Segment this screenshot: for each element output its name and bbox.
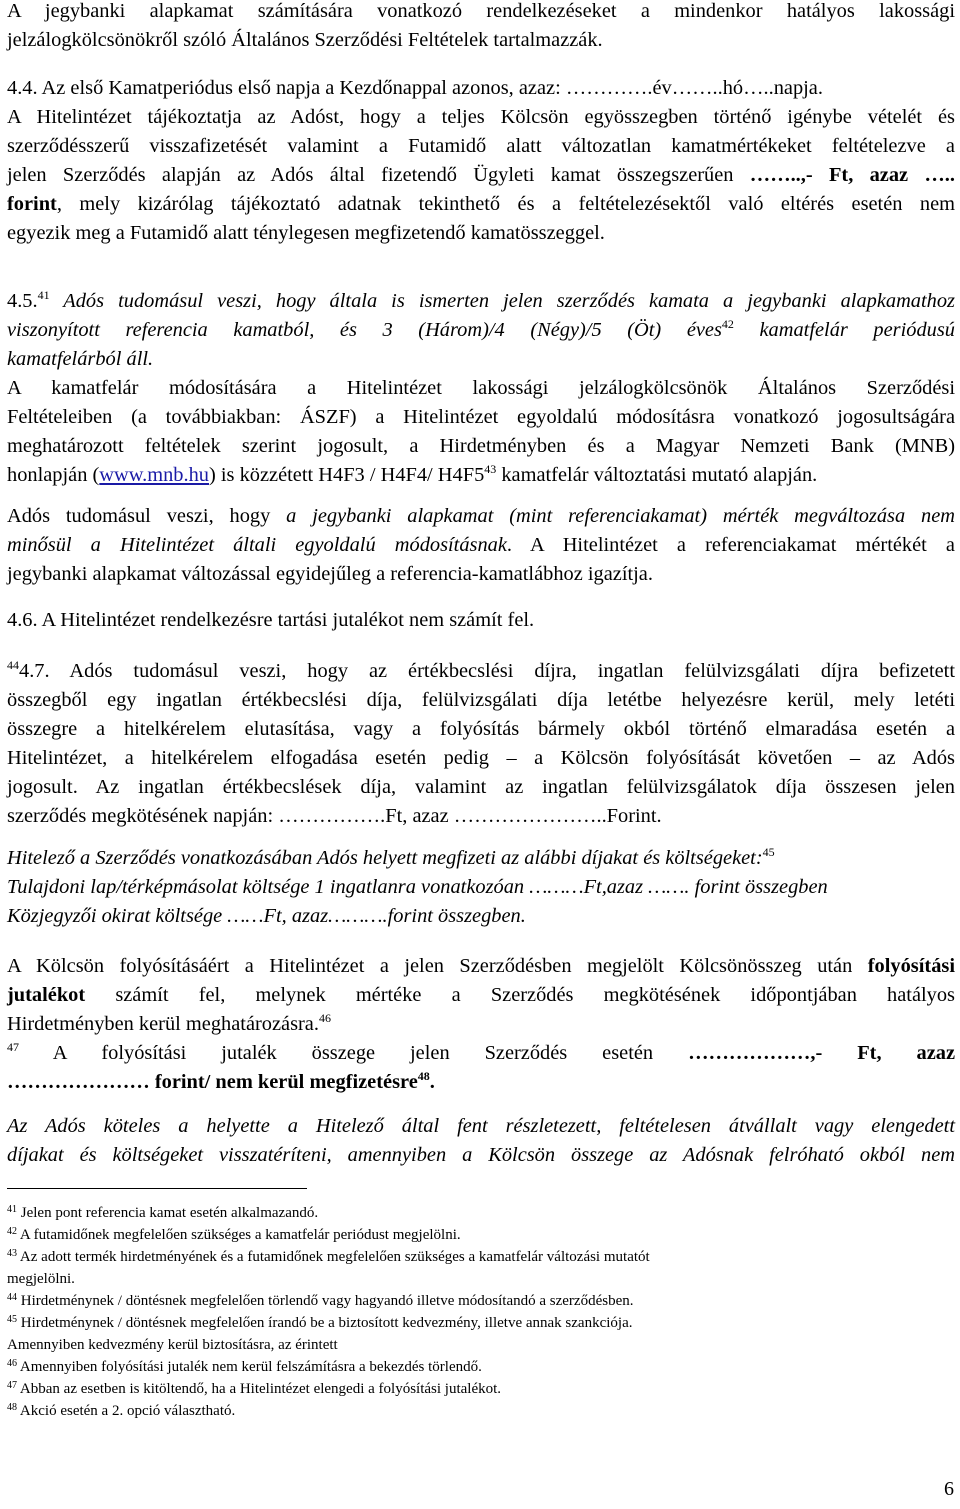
jut-line-4a: A folyósítási jutalék összege jelen Szerződés esetén: [19, 1042, 689, 1064]
s45-p2-line-2: Feltételeiben (a továbbiakban: ÁSZF) a Hitelintézet egyoldalú módosításra vonatkozó jogosultságára: [7, 406, 955, 428]
jut-line-3-text: Hirdetményben kerül meghatározásra.: [7, 1013, 319, 1035]
last-line-1-text: Az Adós köteles a helyette a Hitelező által fent részletezett, feltételesen átvállalt vagy elengedett: [7, 1115, 955, 1137]
section-4-7: [7, 657, 955, 831]
footnote-text: Hirdetménynek / döntésnek megfelelően törlendő vagy hagyandó illetve módosítandó a szerződésben.: [17, 1293, 634, 1309]
last-line-2-text: díjakat és költségeket visszatéríteni, amennyiben a Kölcsön összege az Adósnak felróható okból nem: [7, 1144, 955, 1166]
footnote-ref-43: 43: [484, 462, 497, 476]
s47-line-1: [7, 657, 955, 686]
section-4-6: [7, 606, 955, 635]
intro-line-1: A jegybanki alapkamat számítására vonatkozó rendelkezéseket a mindenkor hatályos lakossági: [7, 0, 955, 22]
s45-line-3: [7, 345, 955, 374]
last-line-2: [7, 1141, 955, 1170]
fees-line-3: [7, 902, 955, 931]
footnote-text: Amennyiben folyósítási jutalék nem kerül felszámításra a bekezdés törlendő.: [17, 1359, 482, 1375]
footnote-ref-47: 47: [7, 1040, 19, 1054]
fees-line-3-text: Közjegyzői okirat költsége ……Ft, azaz……….forint összegben.: [7, 905, 526, 927]
ref-line-1b: a jegybanki alapkamat (mint referenciakamat) mérték megváltozása nem: [286, 505, 955, 527]
footnote-text: Abban az esetben is kitöltendő, ha a Hitelintézet elengedi a folyósítási jutalékot.: [17, 1381, 502, 1397]
ref-line-3: jegybanki alapkamat változással egyidejűleg a referencia-kamatlábhoz igazítja.: [7, 563, 653, 585]
footnote-separator: [7, 1188, 307, 1189]
intro-line-2: jelzálogkölcsönökről szóló Általános Szerződési Feltételek tartalmazzák.: [7, 29, 603, 51]
ref-line-1: [7, 502, 955, 531]
footnote-text: A futamidőnek megfelelően szükséges a kamatfelár periódust megjelölni.: [17, 1227, 461, 1243]
s45-p2-line-4c: kamatfelár változtatási mutató alapján.: [496, 464, 818, 486]
footnote-ref-41: 41: [37, 288, 50, 302]
footnote-text: Az adott termék hirdetményének és a futamidőnek megfelelően szükséges a kamatfelár változási mutatót: [17, 1249, 650, 1265]
footnote-text: megjelölni.: [7, 1271, 75, 1287]
page-number: 6: [944, 1478, 954, 1500]
footnote: [7, 1312, 955, 1334]
s45-line-3-text: kamatfelárból áll.: [7, 348, 154, 370]
s45-number: 4.5.: [7, 290, 38, 312]
jut-line-5: [7, 1068, 955, 1097]
jut-line-1: [7, 952, 955, 981]
footnote-number: 41: [7, 1204, 17, 1215]
footnote-number: 43: [7, 1248, 17, 1259]
footnote: [7, 1246, 955, 1268]
fees-line-2: [7, 873, 955, 902]
s44-line-3a: jelen Szerződés alapján az Adós által fizetendő Ügyleti kamat összegszerűen: [7, 164, 734, 186]
jut-line-5-end: .: [429, 1071, 435, 1093]
footnote: [7, 1224, 955, 1246]
section-4-4: [7, 74, 955, 103]
jut-line-1a: A Kölcsön folyósításáért a Hitelintézet a jelen Szerződésben megjelölt Kölcsönösszeg után: [7, 955, 868, 977]
footnote-number: 45: [7, 1314, 17, 1325]
s44-line-1: 4.4. Az első Kamatperiódus első napja a Kezdőnappal azonos, azaz: ………….év……..hó…..napja.: [7, 77, 823, 99]
s44-line-3: [7, 161, 955, 190]
jut-line-3: [7, 1010, 955, 1039]
reference-rate-paragraph: [7, 502, 955, 589]
footnote-number: 44: [7, 1292, 17, 1303]
s45-p2-line-4a: honlapján (: [7, 464, 100, 486]
s44-amount: ……..,- Ft, azaz …..: [749, 164, 955, 186]
footnote-ref-44: 44: [7, 658, 19, 672]
mnb-link[interactable]: www.mnb.hu: [99, 464, 209, 486]
fees-paragraph: [7, 844, 955, 931]
s47-line-3: összegre a hitelkérelem elutasítása, vagy a folyósítás bármely okból történő elmaradása esetén a: [7, 718, 955, 740]
footnote-ref-42: 42: [721, 317, 734, 331]
s45-line-1-text: Adós tudomásul veszi, hogy általa is ismerten jelen szerződés kamata a jegybanki alapkamathoz: [49, 290, 955, 312]
s45-p2-line-3: meghatározott feltételek szerint jogosult, a Hirdetményben és a Magyar Nemzeti Bank (MNB): [7, 435, 955, 457]
fees-line-1-text: Hitelező a Szerződés vonatkozásában Adós helyett megfizeti az alábbi díjakat és költségeket:: [7, 847, 763, 869]
footnotes: [7, 1202, 955, 1422]
jut-line-5-text: ………………… forint/ nem kerül megfizetésre: [7, 1071, 418, 1093]
s44-forint: forint: [7, 193, 57, 215]
s47-line-6: szerződés megkötésének napján: …………….Ft, azaz …………………..Forint.: [7, 805, 662, 827]
s45-p2-line-4: [7, 461, 955, 490]
footnote: [7, 1290, 955, 1312]
last-line-1: [7, 1112, 955, 1141]
footnote: [7, 1268, 955, 1290]
ref-line-2a: minősül a Hitelintézet általi egyoldalú módosításnak: [7, 534, 507, 556]
footnote-text: Amennyiben kedvezmény kerül biztosításra, az érintett: [7, 1337, 338, 1353]
s44-line-4b: , mely kizárólag tájékoztató adatnak tekinthető és a feltételezésektől való eltérés esetén nem: [56, 193, 955, 215]
footnote-ref-46: 46: [318, 1011, 331, 1025]
ref-line-2: [7, 531, 955, 560]
footnote-number: 48: [7, 1402, 17, 1413]
fees-line-2-text: Tulajdoni lap/térképmásolat költsége 1 ingatlanra vonatkozóan ………Ft,azaz ……. forint összegben: [7, 876, 828, 898]
jut-line-2b: számít fel, melynek mértéke a Szerződés megkötésének időpontjában hatályos: [85, 984, 955, 1006]
s47-line-5: jogosult. Az ingatlan értékbecslések díja, valamint az ingatlan felülvizsgálatok díja összesen jelen: [7, 776, 955, 798]
intro-paragraph: [7, 0, 955, 55]
footnote-number: 42: [7, 1226, 17, 1237]
jut-line-2: [7, 981, 955, 1010]
ref-line-2b: . A Hitelintézet a referenciakamat mértékét a: [506, 534, 955, 556]
jut-line-1b: folyósítási: [867, 955, 955, 977]
footnote: [7, 1378, 955, 1400]
footnote: [7, 1202, 955, 1224]
s44-line-2: szerződésszerű visszafizetését valamint a Futamidő alatt változatlan kamatmértékeket feltételezve a: [7, 135, 955, 157]
section-4-4-body: [7, 103, 955, 248]
s45-line-2b: kamatfelár periódusú: [733, 319, 955, 341]
footnote: [7, 1356, 955, 1378]
ref-line-1a: Adós tudomásul veszi, hogy: [7, 505, 287, 527]
footnote-text: Hirdetménynek / döntésnek megfelelően írandó be a biztosított kedvezmény, illetve annak szankciója.: [17, 1315, 633, 1331]
footnote: [7, 1400, 955, 1422]
s45-p2-line-1: A kamatfelár módosítására a Hitelintézet lakossági jelzálogkölcsönök Általános Szerződési: [7, 377, 955, 399]
footnote-ref-48: 48: [417, 1069, 430, 1083]
footnote-number: 47: [7, 1380, 17, 1391]
s46-text: 4.6. A Hitelintézet rendelkezésre tartási jutalékot nem számít fel.: [7, 609, 535, 631]
jut-line-4: [7, 1039, 955, 1068]
section-4-5: [7, 287, 955, 490]
s44-line-4: [7, 190, 955, 219]
footnote-number: 46: [7, 1358, 17, 1369]
s44-line-5: egyezik meg a Futamidő alatt ténylegesen megfizetendő kamatösszeggel.: [7, 222, 605, 244]
s44-line-1b: A Hitelintézet tájékoztatja az Adóst, hogy a teljes Kölcsön egyösszegben történő igénybe vételét és: [7, 106, 955, 128]
s45-p2-line-4b: ) is közzétett H4F3 / H4F4/ H4F5: [209, 464, 485, 486]
footnote: [7, 1334, 955, 1356]
s47-line-4: Hitelintézet, a hitelkérelem elfogadása esetén pedig – a Kölcsön folyósítását követően – az Adós: [7, 747, 955, 769]
s45-line-2a: viszonyított referencia kamatból, és 3 (Három)/4 (Négy)/5 (Öt) éves: [7, 319, 722, 341]
s45-line-1: [7, 287, 955, 316]
jut-line-2a: jutalékot: [7, 984, 86, 1006]
disbursement-fee-paragraph: [7, 952, 955, 1097]
refund-paragraph: [7, 1112, 955, 1170]
s47-line-1-text: 4.7. Adós tudomásul veszi, hogy az értékbecslési díjra, ingatlan felülvizsgálati díjra befizetett: [19, 660, 955, 682]
s47-line-2: összegből egy ingatlan értékbecslési díja, felülvizsgálati díja letétbe helyezésre kerül, mely letéti: [7, 689, 955, 711]
footnote-text: Akció esetén a 2. opció választható.: [17, 1403, 236, 1419]
jut-line-4b: ………………,- Ft, azaz: [688, 1042, 956, 1064]
footnote-text: Jelen pont referencia kamat esetén alkalmazandó.: [17, 1205, 319, 1221]
s45-line-2: [7, 316, 955, 345]
footnote-ref-45: 45: [762, 845, 775, 859]
fees-line-1: [7, 844, 955, 873]
